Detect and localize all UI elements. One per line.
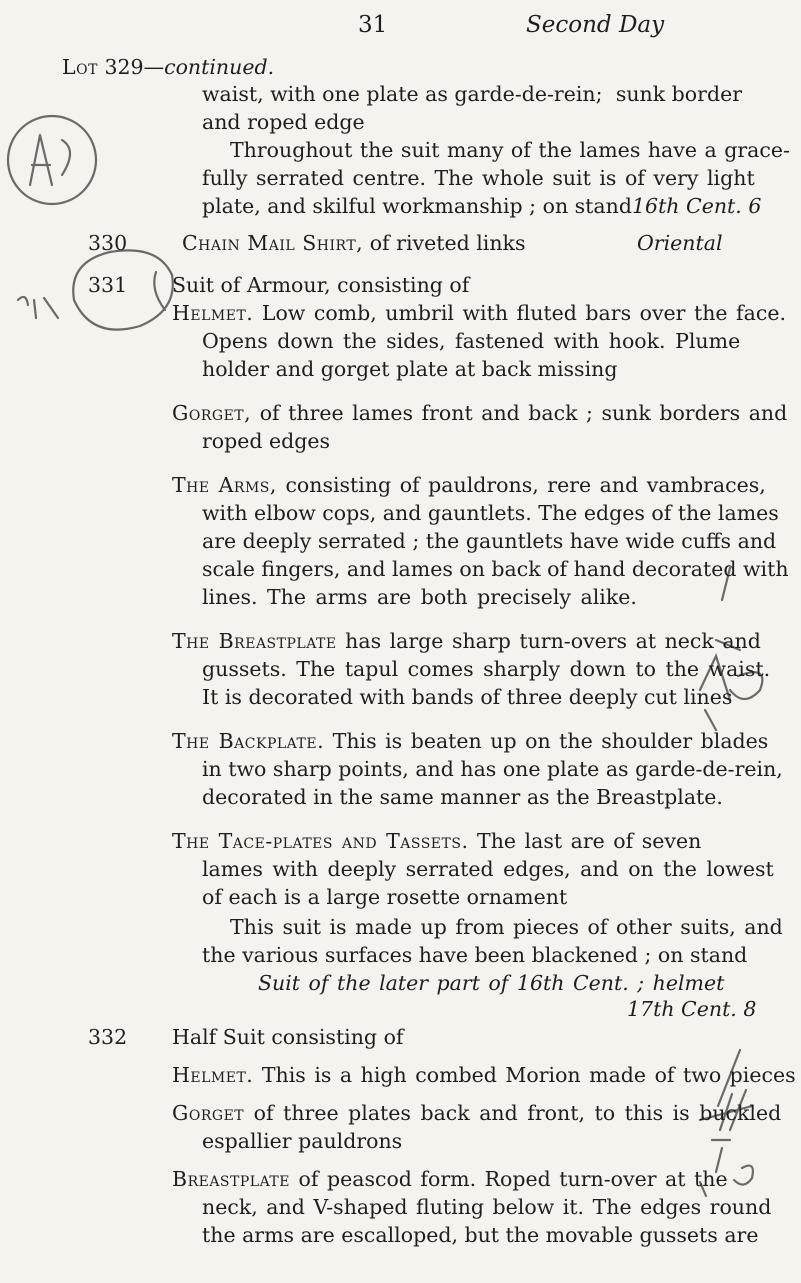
lot331-tace-line-1: [172, 828, 701, 854]
lot329-line-5: [202, 193, 762, 219]
lot331-arms-line-1: [172, 472, 766, 498]
lot332-breast-line-3: the arms are escalloped, but the movable gussets are: [202, 1223, 759, 1247]
lot331-back-line-1: [172, 728, 768, 754]
text-segment: of riveted links: [369, 231, 526, 255]
section-head: Gorget,: [172, 401, 252, 425]
item-title: Chain Mail Shirt,: [182, 231, 364, 255]
section-head: The Arms,: [172, 473, 277, 497]
lot332-helmet-line-1: [172, 1062, 796, 1088]
running-title: Second Day: [526, 12, 665, 38]
text-segment: This is a high combed Morion made of two pieces: [261, 1063, 796, 1087]
lot331-arms-line-5: lines. The arms are both precisely alike.: [202, 585, 637, 609]
lot331-tace-line-2: lames with deeply serrated edges, and on the lowest: [202, 857, 774, 881]
lot330-origin: Oriental: [637, 231, 723, 255]
section-head: Helmet.: [172, 1063, 254, 1087]
section-head: Helmet.: [172, 301, 254, 325]
lot329-line-4: fully serrated centre. The whole suit is of very light: [202, 166, 755, 190]
lot329-line-1: [202, 81, 742, 107]
margin-small-mark: [18, 297, 58, 318]
section-head: Breastplate: [172, 1167, 290, 1191]
lot-label: Lot: [62, 55, 98, 79]
text-segment: plate, and skilful workmanship ; on stand: [202, 194, 632, 218]
lot331-helmet-line-2: Opens down the sides, fastened with hook. Plume: [202, 329, 741, 353]
text-segment: of three lames front and back ; sunk borders and: [259, 401, 788, 425]
lot331-arms-line-3: are deeply serrated ; the gauntlets have wide cuffs and: [202, 529, 777, 553]
text-segment: The last are of seven: [477, 829, 702, 853]
lot329-heading: [62, 54, 274, 80]
lot331-back-line-2: in two sharp points, and has one plate as garde-de-rein,: [202, 757, 783, 781]
lot332-number: 332: [88, 1025, 128, 1049]
text-segment: waist, with one plate as garde-de-rein;: [202, 82, 603, 106]
lot331-note-line-2: the various surfaces have been blackened ; on stand: [202, 943, 748, 967]
lot332-breast-line-2: neck, and V-shaped fluting below it. The edges round: [202, 1195, 772, 1219]
date-price: 16th Cent. 6: [631, 194, 762, 218]
lot331-arms-line-4: scale fingers, and lames on back of hand decorated with: [202, 557, 789, 581]
text-segment: consisting of pauldrons, rere and vambraces,: [285, 473, 766, 497]
section-head: The Backplate.: [172, 729, 325, 753]
margin-circle-mark: [8, 116, 96, 204]
lot331-breast-line-3: It is decorated with bands of three deeply cut lines: [202, 685, 733, 709]
lot329-number: 329—: [104, 55, 165, 79]
lot332-breast-line-1: [172, 1166, 728, 1192]
lot331-arms-line-2: with elbow cops, and gauntlets. The edges of the lames: [202, 501, 779, 525]
lot331-back-line-3: decorated in the same manner as the Breastplate.: [202, 785, 723, 809]
lot331-note-line-3: Suit of the later part of 16th Cent. ; helmet: [258, 971, 725, 995]
section-head: The Tace-plates and Tassets.: [172, 829, 469, 853]
lot331-helmet-line-3: holder and gorget plate at back missing: [202, 357, 618, 381]
continued-label: continued.: [164, 55, 275, 79]
lot331-gorget-line-2: roped edges: [202, 429, 331, 453]
lot331-number: 331: [88, 273, 128, 297]
lot331-note-line-1: This suit is made up from pieces of other suits, and: [230, 915, 783, 939]
text-segment: of peascod form. Roped turn-over at the: [298, 1167, 728, 1191]
text-segment: of three plates back and front, to this is buckled: [253, 1101, 782, 1125]
lot331-breast-line-1: [172, 628, 761, 654]
margin-scribble-mark: [30, 135, 70, 185]
lot332-gorget-line-2: espallier pauldrons: [202, 1129, 403, 1153]
section-head: Gorget: [172, 1101, 245, 1125]
lot331-helmet-line-1: [172, 300, 786, 326]
lot331-intro: Suit of Armour, consisting of: [172, 273, 470, 297]
lot329-line-2: and roped edge: [202, 110, 365, 134]
lot329-line-3: Throughout the suit many of the lames have a grace-: [230, 138, 790, 162]
lot332-gorget-line-1: [172, 1100, 781, 1126]
lot331-breast-line-2: gussets. The tapul comes sharply down to the waist.: [202, 657, 771, 681]
lot331-note-line-4: 17th Cent. 8: [627, 997, 757, 1021]
lot331-gorget-line-1: [172, 400, 787, 426]
lot331-tace-line-3: of each is a large rosette ornament: [202, 885, 568, 909]
section-head: The Breastplate: [172, 629, 337, 653]
lot332-intro: Half Suit consisting of: [172, 1025, 404, 1049]
lot330-number: 330: [88, 231, 128, 255]
page-number: 31: [358, 12, 388, 38]
text-segment: Low comb, umbril with fluted bars over the face.: [261, 301, 786, 325]
bracket-mark: [154, 272, 165, 310]
lot330-title: [182, 230, 526, 256]
text-segment: This is beaten up on the shoulder blades: [332, 729, 769, 753]
text-segment: has large sharp turn-overs at neck and: [345, 629, 761, 653]
text-segment: sunk border: [615, 82, 742, 106]
